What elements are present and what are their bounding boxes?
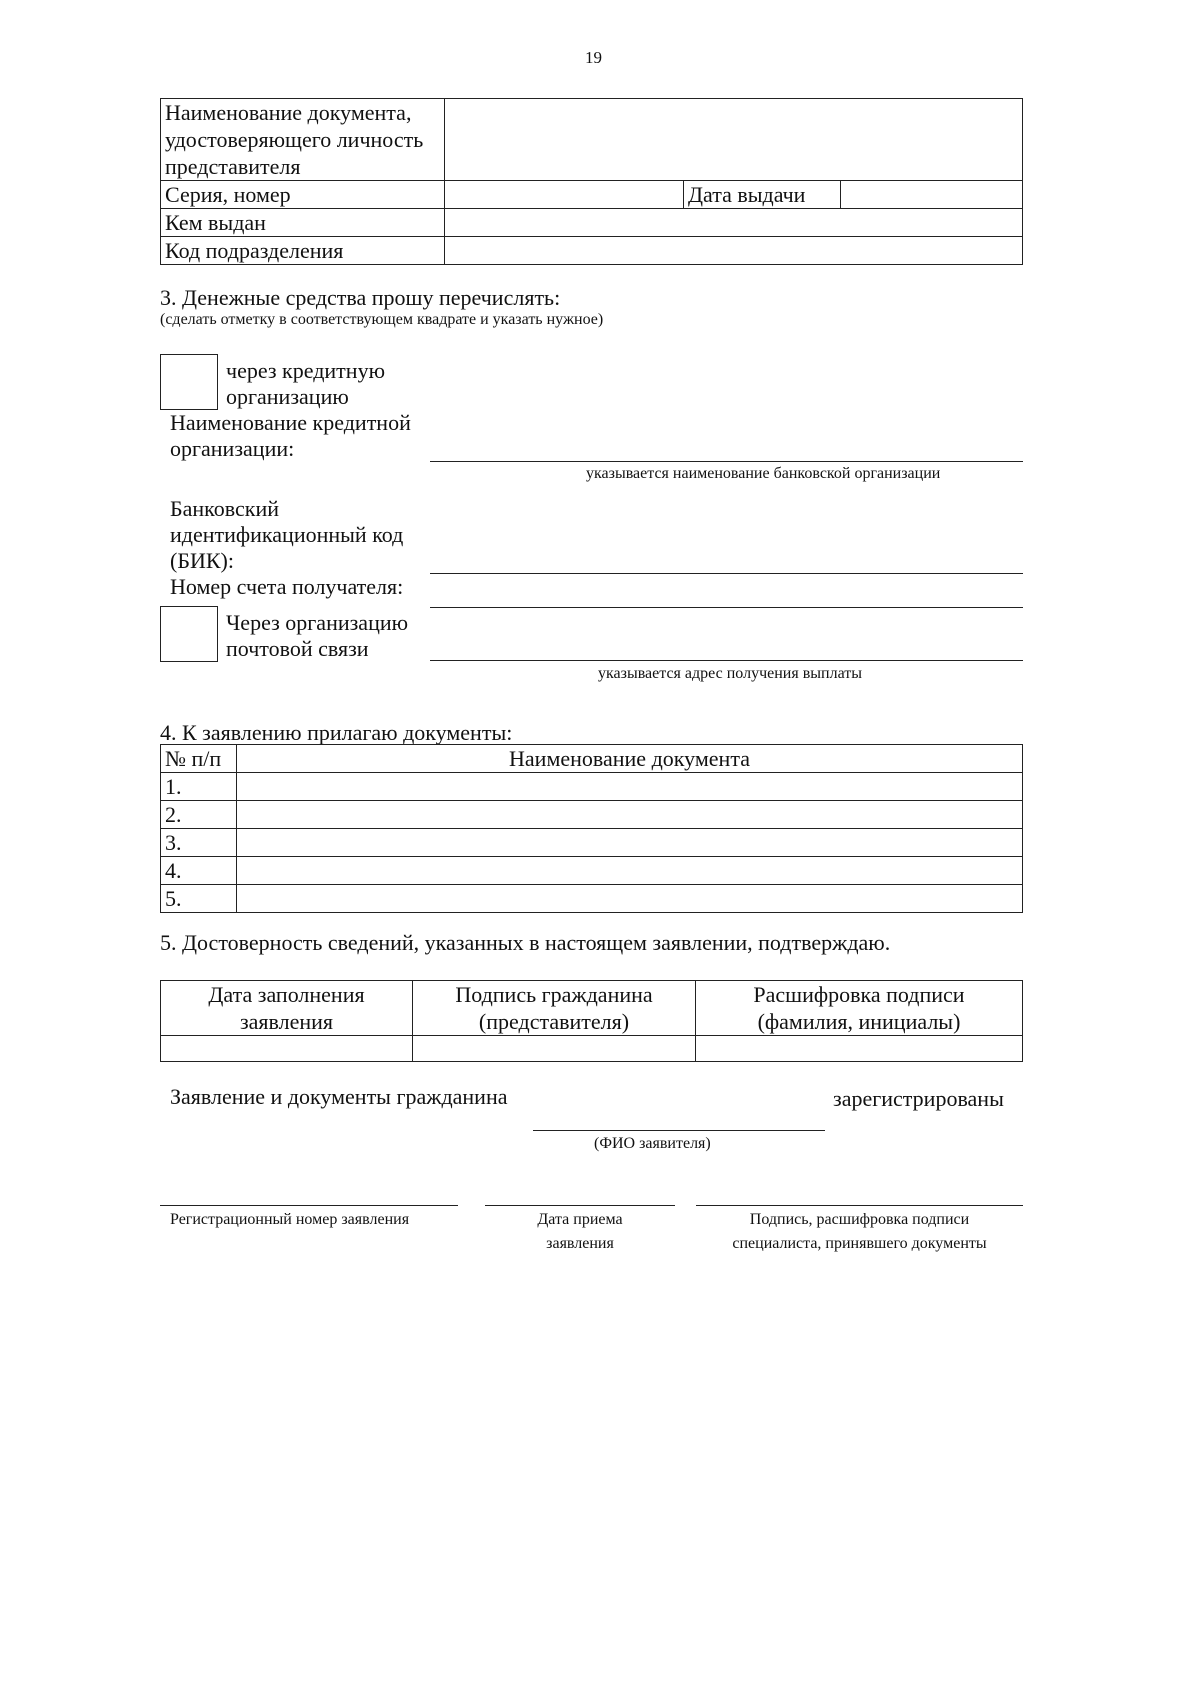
- bik-label-line1: Банковский: [170, 496, 280, 521]
- bank-name-hint: указывается наименование банковской организации: [586, 465, 941, 482]
- reg-number-label: Регистрационный номер заявления: [170, 1211, 410, 1228]
- col-number-header: № п/п: [161, 745, 237, 773]
- bik-input-line[interactable]: [430, 573, 1023, 574]
- section5-heading: 5. Достоверность сведений, указанных в настоящем заявлении, подтверждаю.: [160, 930, 891, 955]
- fill-date-header-line2: заявления: [239, 1009, 334, 1034]
- bank-name-input-line[interactable]: [430, 461, 1023, 462]
- doc-name-label: Наименование документа, удостоверяющего личность представителя: [161, 99, 445, 181]
- division-code-label: Код подразделения: [161, 237, 445, 265]
- signature-header-line2: (представителя): [478, 1009, 630, 1034]
- post-address-hint: указывается адрес получения выплаты: [598, 665, 862, 682]
- row-number: 1.: [161, 773, 237, 801]
- bik-label-line2: идентификационный код: [170, 522, 404, 547]
- signature-field[interactable]: [413, 1036, 696, 1062]
- bank-option-label-line1: через кредитную: [226, 358, 386, 383]
- reg-number-line[interactable]: [160, 1205, 458, 1206]
- post-option-checkbox[interactable]: [160, 606, 218, 662]
- row-number: 5.: [161, 885, 237, 913]
- signature-decoding-header-line2: (фамилия, инициалы): [757, 1009, 961, 1034]
- row-number: 4.: [161, 857, 237, 885]
- receipt-date-line[interactable]: [485, 1205, 675, 1206]
- division-code-field[interactable]: [445, 237, 1023, 265]
- receipt-date-label-line1: Дата приема: [537, 1211, 623, 1228]
- series-label: Серия, номер: [161, 181, 445, 209]
- account-label: Номер счета получателя:: [170, 574, 404, 599]
- doc-name-field[interactable]: [445, 99, 1023, 181]
- page-number: 19: [585, 48, 602, 67]
- issued-by-field[interactable]: [445, 209, 1023, 237]
- document-name-cell[interactable]: [237, 857, 1023, 885]
- bik-label-line3: (БИК):: [170, 548, 234, 573]
- bank-name-label-line2: организации:: [170, 436, 295, 461]
- document-name-cell[interactable]: [237, 829, 1023, 857]
- post-option-label-line2: почтовой связи: [226, 636, 369, 661]
- specialist-signature-label-line2: специалиста, принявшего документы: [732, 1235, 987, 1252]
- registration-left-text: Заявление и документы гражданина: [170, 1084, 508, 1109]
- section3-heading: 3. Денежные средства прошу перечислять:: [160, 285, 561, 310]
- bank-option-label-line2: организацию: [226, 384, 349, 409]
- issue-date-label: Дата выдачи: [684, 181, 841, 209]
- document-name-cell[interactable]: [237, 885, 1023, 913]
- section3-note: (сделать отметку в соответствующем квадрате и указать нужное): [160, 311, 604, 328]
- registration-right-text: зарегистрированы: [833, 1086, 1004, 1111]
- issue-date-field[interactable]: [841, 181, 1023, 209]
- col-name-header: Наименование документа: [237, 745, 1023, 773]
- bank-name-label-line1: Наименование кредитной: [170, 410, 411, 435]
- fill-date-header: [161, 981, 413, 1036]
- document-name-cell[interactable]: [237, 801, 1023, 829]
- signature-decoding-field[interactable]: [696, 1036, 1023, 1062]
- signature-header: [413, 981, 696, 1036]
- representative-document-table: [160, 98, 1023, 265]
- document-name-cell[interactable]: [237, 773, 1023, 801]
- signature-decoding-header: [696, 981, 1023, 1036]
- confirmation-table: [160, 980, 1023, 1062]
- specialist-signature-line[interactable]: [696, 1205, 1023, 1206]
- applicant-fio-line[interactable]: [533, 1130, 825, 1131]
- attached-documents-table: [160, 744, 1023, 913]
- post-address-input-line[interactable]: [430, 660, 1023, 661]
- post-option-label-line1: Через организацию: [226, 610, 409, 635]
- row-number: 2.: [161, 801, 237, 829]
- signature-header-line1: Подпись гражданина: [455, 982, 653, 1007]
- account-input-line[interactable]: [430, 607, 1023, 608]
- signature-decoding-header-line1: Расшифровка подписи: [753, 982, 965, 1007]
- bank-option-checkbox[interactable]: [160, 354, 218, 410]
- applicant-fio-hint: (ФИО заявителя): [594, 1135, 711, 1152]
- issued-by-label: Кем выдан: [161, 209, 445, 237]
- receipt-date-label-line2: заявления: [546, 1235, 614, 1252]
- section4-heading: 4. К заявлению прилагаю документы:: [160, 720, 513, 745]
- fill-date-field[interactable]: [161, 1036, 413, 1062]
- fill-date-header-line1: Дата заполнения: [208, 982, 365, 1007]
- series-field[interactable]: [445, 181, 684, 209]
- row-number: 3.: [161, 829, 237, 857]
- specialist-signature-label-line1: Подпись, расшифровка подписи: [749, 1211, 970, 1228]
